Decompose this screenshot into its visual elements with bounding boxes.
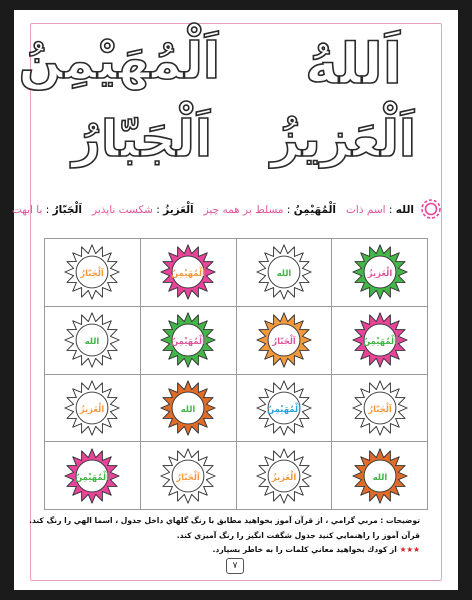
sun-flower-icon	[254, 378, 314, 438]
sun-flower-icon	[254, 446, 314, 506]
sun-flower-icon	[254, 242, 314, 302]
sun-flower-icon	[254, 310, 314, 370]
grid-row	[45, 374, 428, 442]
note-line-1: توضيحات : مربي گرامي ، از قرآن آموز بخواهيد مطابق با رنگ گلهاي داخل جدول ، اسما الهي را رنگ كند.	[29, 516, 420, 525]
meanings-legend	[11, 200, 440, 222]
sun-flower-icon	[158, 310, 218, 370]
sun-flower-icon	[350, 242, 410, 302]
grid-row	[45, 442, 428, 510]
flower-word: اَلْمُهَيْمِنُ	[75, 471, 110, 482]
sun-flower-icon	[158, 378, 218, 438]
sun-flower-icon	[62, 310, 122, 370]
legend-meaning-muhaymin: مسلط بر همه چيز	[203, 204, 284, 216]
legend-meaning-allah: اسم ذات	[346, 204, 386, 216]
grid-cell[interactable]	[236, 442, 332, 510]
legend-term-jabbar: اَلْجَبّارُ	[52, 204, 83, 216]
grid-row	[45, 306, 428, 374]
sun-flower-icon	[62, 378, 122, 438]
flower-word: الْعَزيزُ	[367, 268, 392, 279]
grid-row	[45, 239, 428, 307]
flower-word: اَلْمُهَيْمِنُ	[266, 403, 301, 414]
flower-word: اَلْجَبّارُ	[272, 335, 296, 346]
flower-word: اَلْجَبّارُ	[176, 471, 200, 482]
stars-icon: ★★★	[399, 545, 420, 554]
sun-flower-icon	[350, 446, 410, 506]
flower-word: الله	[180, 403, 196, 414]
flower-word: اَلْجَبّارُ	[80, 268, 105, 279]
sun-flower-icon	[350, 310, 410, 370]
worksheet-page	[11, 10, 458, 590]
grid-cell[interactable]	[236, 239, 332, 307]
legend-line: الله : اسم ذات اَلْمُهَيْمِنُ : مسلط بر همه چيز اَلْعَزيزُ : شكست ناپذير اَلْجَبّارُ : با ابهت	[11, 204, 414, 216]
grid-cell[interactable]	[332, 442, 428, 510]
flower-word: اَلْمُهَيْمِنُ	[171, 268, 206, 279]
grid-cell[interactable]	[45, 374, 141, 442]
title-jabbar: اَلْجَبّارُ	[72, 110, 212, 168]
flower-word: اَلْمُهَيْمِنُ	[362, 335, 397, 346]
sun-flower-icon	[62, 242, 122, 302]
grid-cell[interactable]	[140, 442, 236, 510]
grid-cell[interactable]	[45, 239, 141, 307]
flower-word: الْعَزيزُ	[80, 403, 105, 414]
legend-meaning-aziz: شكست ناپذير	[92, 204, 153, 216]
page-number: ۷	[226, 558, 244, 574]
title-aziz: اَلْعَزيزُ	[270, 110, 416, 168]
flower-word: اَلْمُهَيْمِنُ	[171, 335, 206, 346]
flower-word: الْعَزيزُ	[271, 471, 297, 482]
title-muhaymin: اَلْمُهَيْمِنُ	[18, 32, 220, 90]
sun-flower-icon	[158, 446, 218, 506]
grid-cell[interactable]	[332, 306, 428, 374]
legend-meaning-jabbar: با ابهت	[11, 204, 43, 216]
grid-cell[interactable]	[140, 374, 236, 442]
grid-cell[interactable]	[140, 239, 236, 307]
flower-word: الله	[372, 471, 387, 482]
flower-word: اَلْجَبّارُ	[367, 403, 392, 414]
sun-flower-icon	[62, 446, 122, 506]
grid-table	[44, 238, 428, 510]
sun-flower-icon	[158, 242, 218, 302]
legend-term-muhaymin: اَلْمُهَيْمِنُ	[293, 204, 337, 216]
grid-cell[interactable]	[45, 442, 141, 510]
grid-cell[interactable]	[332, 374, 428, 442]
flower-word: الله	[85, 335, 100, 346]
flower-word: الله	[276, 268, 292, 279]
legend-term-allah: الله	[395, 204, 414, 216]
legend-term-aziz: اَلْعَزيزُ	[163, 204, 194, 216]
grid-cell[interactable]	[332, 239, 428, 307]
flower-bullet-icon	[420, 198, 442, 220]
grid-cell[interactable]	[45, 306, 141, 374]
note-line-2: قرآن آموز را راهنمايي كنيد جدول شگفت انگيز را رنگ آميزي كند.	[176, 531, 420, 540]
grid-cell[interactable]	[236, 306, 332, 374]
sun-flower-icon	[350, 378, 410, 438]
grid-cell[interactable]	[236, 374, 332, 442]
title-allah: اَللهُ	[304, 32, 402, 97]
note-line-3: ★★★ از كودك بخواهيد معاني كلمات را به خاطر بسپارد.	[212, 545, 420, 554]
grid-cell[interactable]	[140, 306, 236, 374]
coloring-grid	[44, 238, 428, 510]
